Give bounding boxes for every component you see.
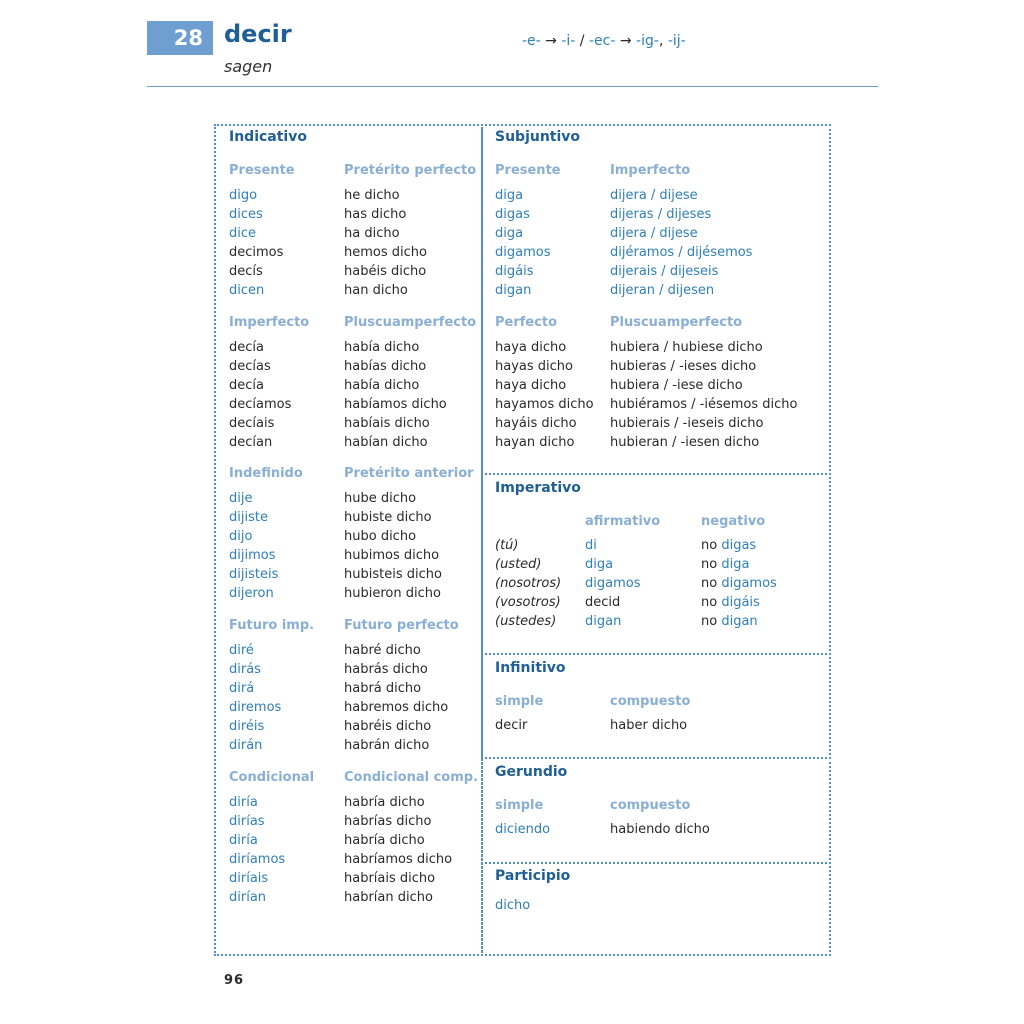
verb-form: dirán (229, 738, 263, 753)
verb-form: diciendo (495, 822, 551, 837)
tense-heading: Condicional comp. (344, 770, 479, 785)
verb-form: haber dicho (610, 718, 688, 733)
tense-heading: Pluscuamperfecto (610, 315, 743, 330)
verb-form: habéis dicho (344, 264, 427, 279)
verb-form: hubieran / -iesen dicho (610, 435, 760, 450)
verb-form: diga (495, 226, 524, 241)
verb-form: ha dicho (344, 226, 400, 241)
verb-form: digan (585, 614, 622, 629)
tense-heading: Pluscuamperfecto (344, 315, 477, 330)
tense-heading: Imperfecto (229, 315, 310, 330)
verb-form: hubisteis dicho (344, 567, 442, 582)
verb-form: digas (721, 538, 757, 553)
negative-form (701, 538, 756, 553)
verb-form: haya dicho (495, 378, 567, 393)
verb-form: hayan dicho (495, 435, 575, 450)
verb-form: dijeran / dijesen (610, 283, 715, 298)
negative-form (701, 557, 749, 572)
verb-form: decimos (229, 245, 284, 260)
pattern-ending: -e- (522, 33, 541, 49)
pattern-separator: / (575, 33, 589, 49)
verb-form: digo (229, 188, 258, 203)
verb-title: decir (224, 20, 292, 48)
page-number: 96 (224, 973, 245, 988)
gerundio-title: Gerundio (495, 764, 568, 780)
tense-heading: Futuro imp. (229, 618, 315, 633)
verb-form: decías (229, 359, 271, 374)
verb-form: dice (229, 226, 257, 241)
verb-form: habrás dicho (344, 662, 428, 677)
verb-form: diréis (229, 719, 265, 734)
tense-heading: Indefinido (229, 466, 303, 481)
verb-form: hubieron dicho (344, 586, 441, 601)
indicativo-title: Indicativo (229, 129, 307, 145)
verb-form: dices (229, 207, 263, 222)
verb-form: has dicho (344, 207, 407, 222)
column-heading: simple (495, 798, 544, 813)
verb-form: habrían dicho (344, 890, 433, 905)
verb-form: diré (229, 643, 254, 658)
verb-form: dijisteis (229, 567, 279, 582)
verb-form: habían dicho (344, 435, 428, 450)
verb-form: diremos (229, 700, 282, 715)
verb-form: dijeras / dijeses (610, 207, 712, 222)
verb-form: hubiste dicho (344, 510, 432, 525)
pattern-ending: -i- (561, 33, 576, 49)
verb-form: dicho (495, 898, 531, 913)
negative-form (701, 576, 777, 591)
pronoun-label: (vosotros) (495, 595, 561, 610)
verb-form: digamos (495, 245, 551, 260)
verb-form: digan (721, 614, 758, 629)
verb-form: habías dicho (344, 359, 427, 374)
pattern-ending: -ij- (667, 33, 686, 49)
verb-form: habíais dicho (344, 416, 430, 431)
verb-form: dijimos (229, 548, 276, 563)
tense-heading: Pretérito anterior (344, 466, 474, 481)
tense-heading: Presente (229, 163, 295, 178)
verb-form: hubiera / -iese dicho (610, 378, 743, 393)
verb-form: habríais dicho (344, 871, 436, 886)
verb-form: hemos dicho (344, 245, 427, 260)
column-heading: compuesto (610, 798, 691, 813)
verb-form: decíais (229, 416, 275, 431)
pronoun-label: (nosotros) (495, 576, 562, 591)
verb-form: hayamos dicho (495, 397, 594, 412)
verb-form: dijo (229, 529, 253, 544)
verb-form: habrías dicho (344, 814, 432, 829)
verb-form: diríamos (229, 852, 286, 867)
pattern-separator: → (615, 33, 637, 49)
verb-form: digan (495, 283, 532, 298)
verb-form: habría dicho (344, 795, 425, 810)
verb-form: di (585, 538, 597, 553)
verb-form: hubierais / -ieseis dicho (610, 416, 764, 431)
verb-form: digas (495, 207, 530, 222)
verb-form: hubo dicho (344, 529, 417, 544)
verb-form: dirías (229, 814, 265, 829)
verb-form: dijiste (229, 510, 268, 525)
verb-form: hayas dicho (495, 359, 573, 374)
verb-form: habiendo dicho (610, 822, 710, 837)
verb-form: hubieras / -ieses dicho (610, 359, 757, 374)
pattern-separator: , (658, 33, 668, 49)
imperativo-title: Imperativo (495, 480, 581, 496)
verb-form: decid (585, 595, 621, 610)
tense-heading: Pretérito perfecto (344, 163, 477, 178)
verb-form: habría dicho (344, 833, 425, 848)
verb-form: había dicho (344, 340, 420, 355)
verb-form: habréis dicho (344, 719, 432, 734)
verb-form: digáis (721, 595, 760, 610)
verb-form: digáis (495, 264, 534, 279)
verb-form: dije (229, 491, 253, 506)
verb-form: dicen (229, 283, 265, 298)
pattern-ending: -ig- (636, 33, 659, 49)
header-divider (147, 86, 878, 87)
verb-form: diga (721, 557, 750, 572)
column-heading: afirmativo (585, 514, 661, 529)
verb-form: hayáis dicho (495, 416, 577, 431)
verb-form: diría (229, 795, 258, 810)
verb-form: habríamos dicho (344, 852, 453, 867)
verb-form: he dicho (344, 188, 400, 203)
column-heading: simple (495, 694, 544, 709)
verb-form: dirían (229, 890, 267, 905)
verb-form: diría (229, 833, 258, 848)
subjuntivo-title: Subjuntivo (495, 129, 581, 145)
verb-form: diga (495, 188, 524, 203)
negative-form (701, 614, 758, 629)
tense-heading: Imperfecto (610, 163, 691, 178)
verb-form: dirás (229, 662, 261, 677)
pattern-ending: -ec- (588, 33, 616, 49)
verb-form: diríais (229, 871, 269, 886)
verb-form: decía (229, 340, 264, 355)
verb-form: dijera / dijese (610, 226, 698, 241)
verb-number-badge: 28 (147, 21, 213, 55)
negation-word: no (701, 538, 722, 553)
stem-change-pattern (522, 33, 686, 49)
verb-form: habremos dicho (344, 700, 449, 715)
verb-form: hubimos dicho (344, 548, 440, 563)
verb-form: decíamos (229, 397, 292, 412)
verb-form: dijeron (229, 586, 274, 601)
verb-form: decís (229, 264, 263, 279)
verb-form: haya dicho (495, 340, 567, 355)
negation-word: no (701, 595, 722, 610)
verb-form: decir (495, 718, 528, 733)
pronoun-label: (tú) (495, 538, 519, 553)
verb-form: habré dicho (344, 643, 421, 658)
tense-heading: Presente (495, 163, 561, 178)
verb-form: diga (585, 557, 614, 572)
verb-form: dirá (229, 681, 255, 696)
negation-word: no (701, 576, 722, 591)
verb-form: hubiera / hubiese dicho (610, 340, 763, 355)
tense-heading: Condicional (229, 770, 315, 785)
verb-form: dijera / dijese (610, 188, 698, 203)
verb-form: decían (229, 435, 273, 450)
participio-title: Participio (495, 868, 571, 884)
verb-form: habrá dicho (344, 681, 422, 696)
pattern-separator: → (540, 33, 562, 49)
pronoun-label: (usted) (495, 557, 542, 572)
tense-heading: Perfecto (495, 315, 558, 330)
pronoun-label: (ustedes) (495, 614, 557, 629)
column-heading: compuesto (610, 694, 691, 709)
verb-form: decía (229, 378, 264, 393)
verb-form: hube dicho (344, 491, 417, 506)
negative-form (701, 595, 760, 610)
column-heading: negativo (701, 514, 766, 529)
verb-form: dijéramos / dijésemos (610, 245, 753, 260)
infinitivo-title: Infinitivo (495, 660, 566, 676)
verb-form: digamos (721, 576, 777, 591)
verb-form: habrán dicho (344, 738, 430, 753)
verb-form: hubiéramos / -iésemos dicho (610, 397, 798, 412)
verb-form: dijerais / dijeseis (610, 264, 719, 279)
verb-form: había dicho (344, 378, 420, 393)
verb-form: digamos (585, 576, 641, 591)
verb-translation: sagen (224, 57, 273, 76)
negation-word: no (701, 614, 722, 629)
tense-heading: Futuro perfecto (344, 618, 459, 633)
verb-form: habíamos dicho (344, 397, 447, 412)
negation-word: no (701, 557, 722, 572)
verb-form: han dicho (344, 283, 408, 298)
